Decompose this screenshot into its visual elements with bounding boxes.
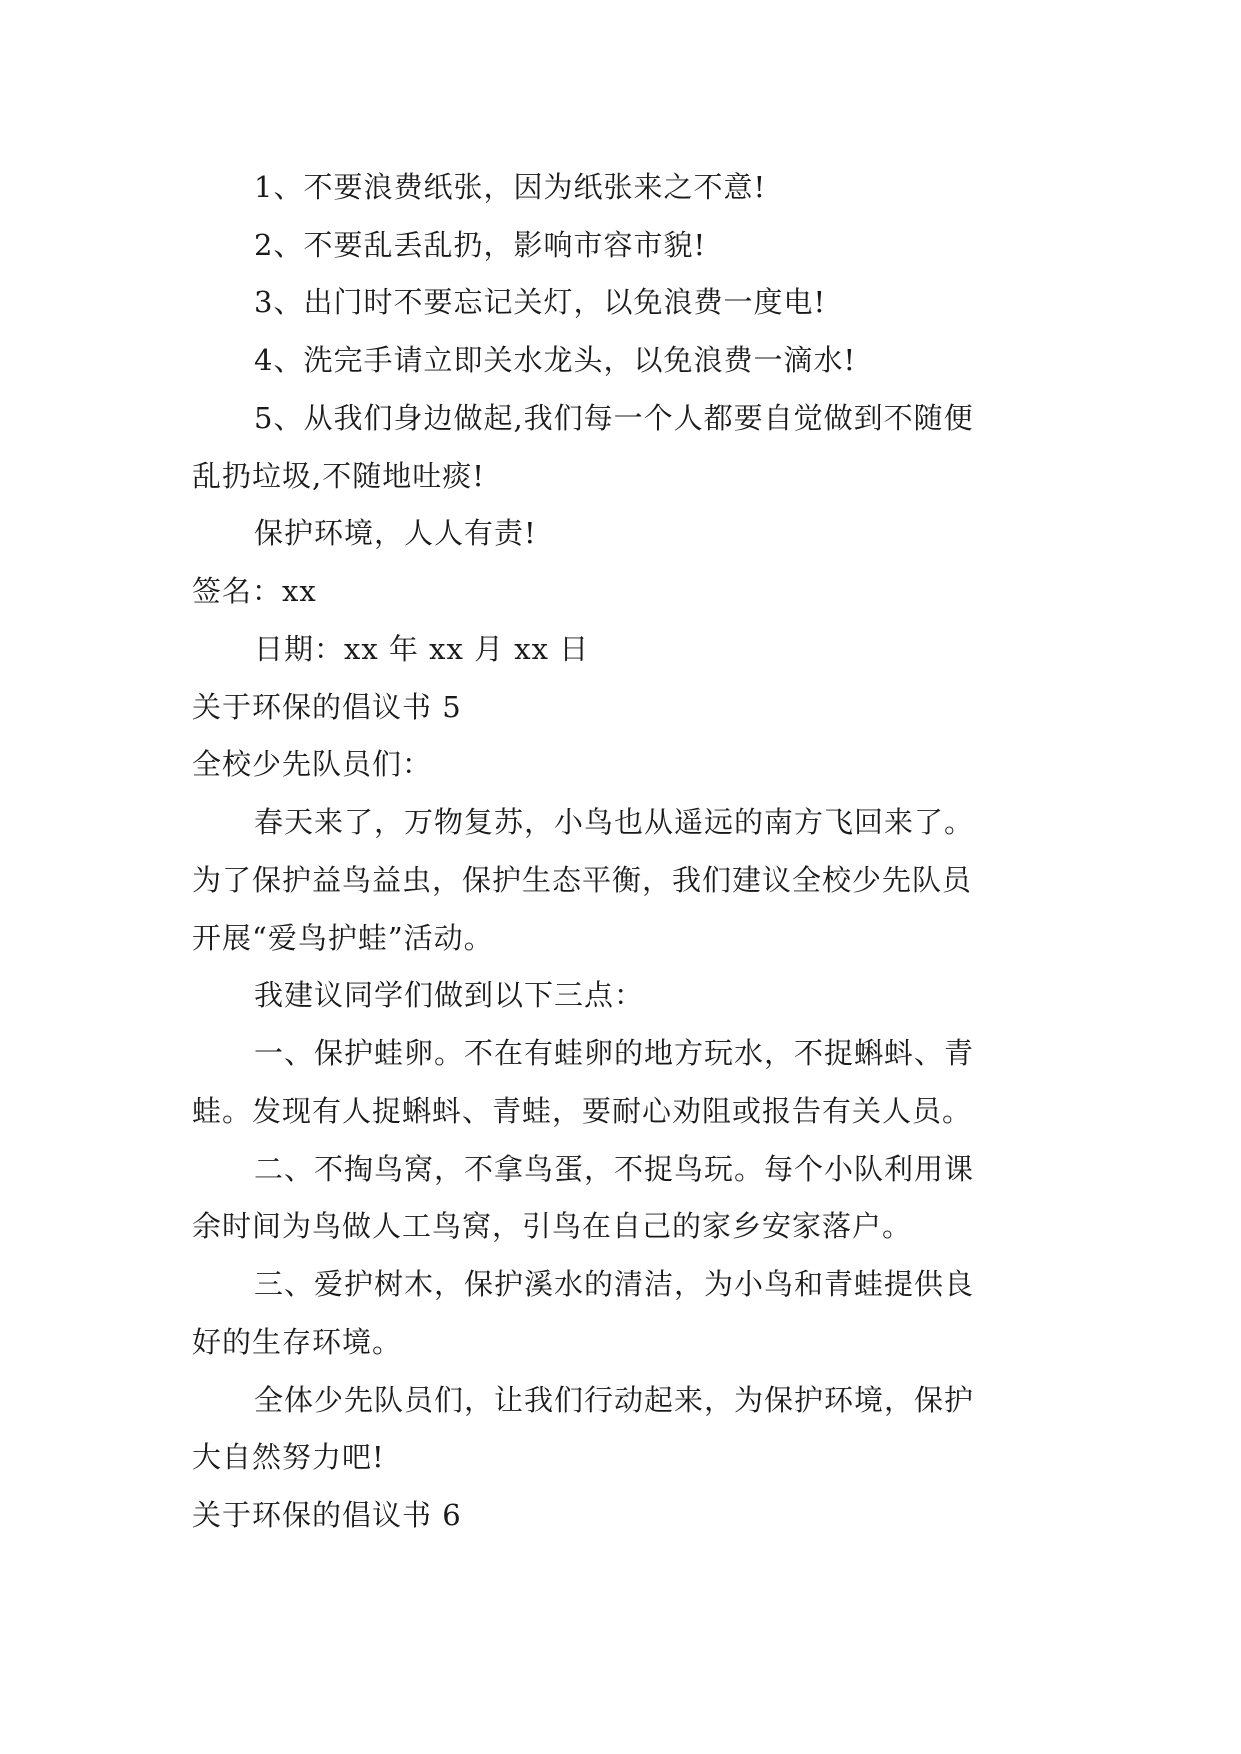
paragraph-line: 三、爱护树木，保护溪水的清洁，为小鸟和青蛙提供良 (254, 1267, 975, 1301)
paragraph-line: 为了保护益鸟益虫，保护生态平衡，我们建议全校少先队员 (192, 863, 973, 897)
text-line-tip-4: 4、洗完手请立即关水龙头，以免浪费一滴水! (254, 343, 857, 377)
text-line-tip-5: 5、从我们身边做起,我们每一个人都要自觉做到不随便 (254, 401, 974, 435)
paragraph-line: 春天来了，万物复苏，小鸟也从遥远的南方飞回来了。 (254, 805, 975, 839)
paragraph-line: 一、保护蛙卵。不在有蛙卵的地方玩水，不捉蝌蚪、青 (254, 1036, 975, 1070)
section-heading-6: 关于环保的倡议书 6 (192, 1498, 462, 1532)
text-line-tip-2: 2、不要乱丢乱扔，影响市容市貌! (254, 228, 707, 262)
paragraph-line: 大自然努力吧! (192, 1440, 385, 1474)
paragraph-line: 我建议同学们做到以下三点： (254, 978, 645, 1012)
paragraph-line: 余时间为鸟做人工鸟窝，引鸟在自己的家乡安家落户。 (192, 1209, 913, 1243)
text-line-tip-5-cont: 乱扔垃圾,不随地吐痰! (192, 459, 485, 493)
paragraph-line: 二、不掏鸟窝，不拿鸟蛋，不捉鸟玩。每个小队利用课 (254, 1152, 975, 1186)
text-line-tip-1: 1、不要浪费纸张，因为纸张来之不意! (254, 170, 767, 204)
text-line-tip-3: 3、出门时不要忘记关灯，以免浪费一度电! (254, 285, 827, 319)
date-line: 日期：xx 年 xx 月 xx 日 (254, 632, 590, 666)
signature-line: 签名：xx (192, 574, 317, 608)
section-heading-5: 关于环保的倡议书 5 (192, 690, 462, 724)
paragraph-line: 蛙。发现有人捉蝌蚪、青蛙，要耐心劝阻或报告有关人员。 (192, 1094, 973, 1128)
paragraph-line: 好的生存环境。 (192, 1325, 403, 1359)
text-line-slogan: 保护环境，人人有责! (254, 516, 537, 550)
paragraph-line: 全体少先队员们，让我们行动起来，为保护环境，保护 (254, 1383, 975, 1417)
paragraph-line: 开展“爱鸟护蛙”活动。 (192, 921, 494, 955)
salutation-line: 全校少先队员们： (192, 747, 433, 781)
